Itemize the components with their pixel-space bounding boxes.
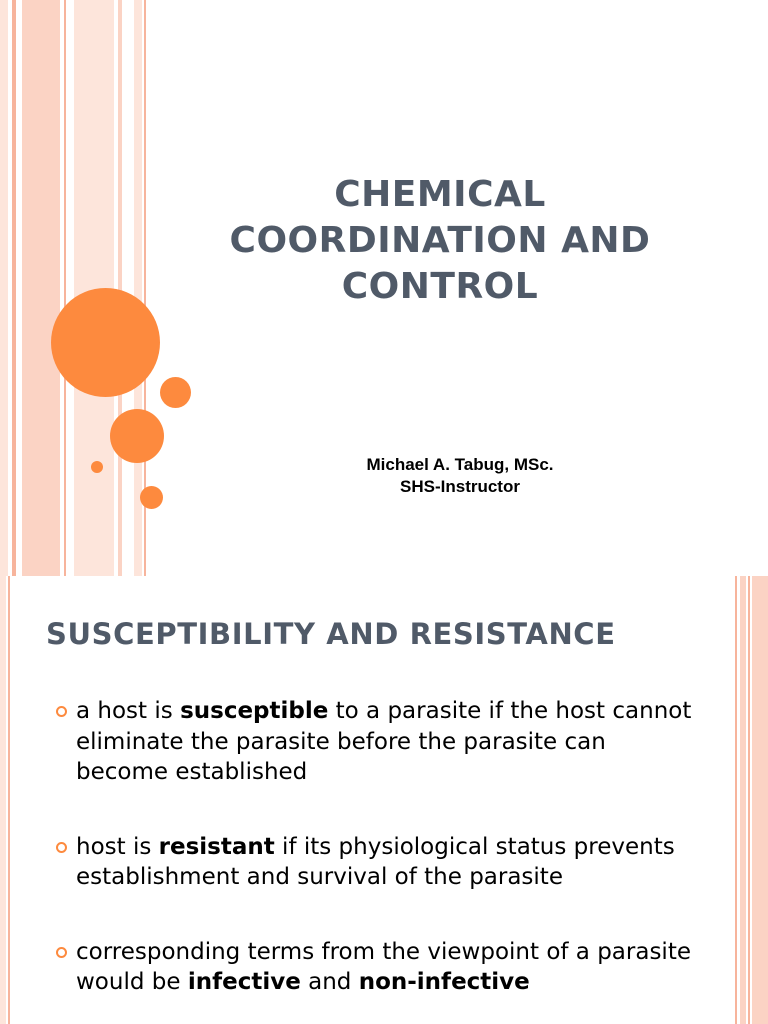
bullet-list [56, 696, 696, 1024]
stripe-decoration [752, 576, 768, 1024]
bullet-circle-icon [56, 842, 67, 853]
tiny-circle-decoration [91, 461, 103, 473]
title-line: COORDINATION AND [229, 220, 651, 261]
stripe-decoration [12, 0, 16, 576]
author-block [200, 454, 720, 498]
content-slide [0, 576, 768, 1024]
stripe-decoration [748, 576, 750, 1024]
small-circle-decoration [160, 377, 191, 408]
large-circle-decoration [51, 288, 160, 397]
bold-term: infective [187, 969, 301, 995]
bullet-item: corresponding terms from the viewpoint of a parasite would be infective and non-infective [56, 937, 696, 998]
stripe-decoration [8, 576, 10, 1024]
bullet-circle-icon [56, 706, 67, 717]
bold-term: non-infective [358, 969, 530, 995]
bullet-circle-icon [56, 947, 67, 958]
title-line: CHEMICAL [334, 174, 546, 215]
bold-term: susceptible [180, 698, 329, 724]
stripe-decoration [740, 576, 746, 1024]
medium-circle-decoration [110, 409, 164, 463]
author-name: Michael A. Tabug, MSc. [366, 455, 554, 474]
stripe-decoration [118, 0, 122, 576]
stripe-decoration [735, 576, 737, 1024]
stripe-decoration [134, 0, 142, 576]
bold-term: resistant [158, 833, 275, 860]
stripe-decoration [0, 576, 6, 1024]
stripe-decoration [64, 0, 66, 576]
small-circle-decoration [140, 486, 163, 509]
title-line: CONTROL [341, 266, 539, 307]
slide-title [160, 172, 720, 310]
stripe-decoration [0, 0, 8, 576]
bullet-item: host is resistant if its physiological status prevents establishment and survival of the parasite [56, 832, 696, 893]
author-role: SHS-Instructor [400, 477, 520, 496]
stripe-decoration [22, 0, 60, 576]
slide-title: SUSCEPTIBILITY AND RESISTANCE [46, 617, 616, 651]
bullet-item: a host is susceptible to a parasite if the host cannot eliminate the parasite before the parasite can become established [56, 696, 696, 788]
